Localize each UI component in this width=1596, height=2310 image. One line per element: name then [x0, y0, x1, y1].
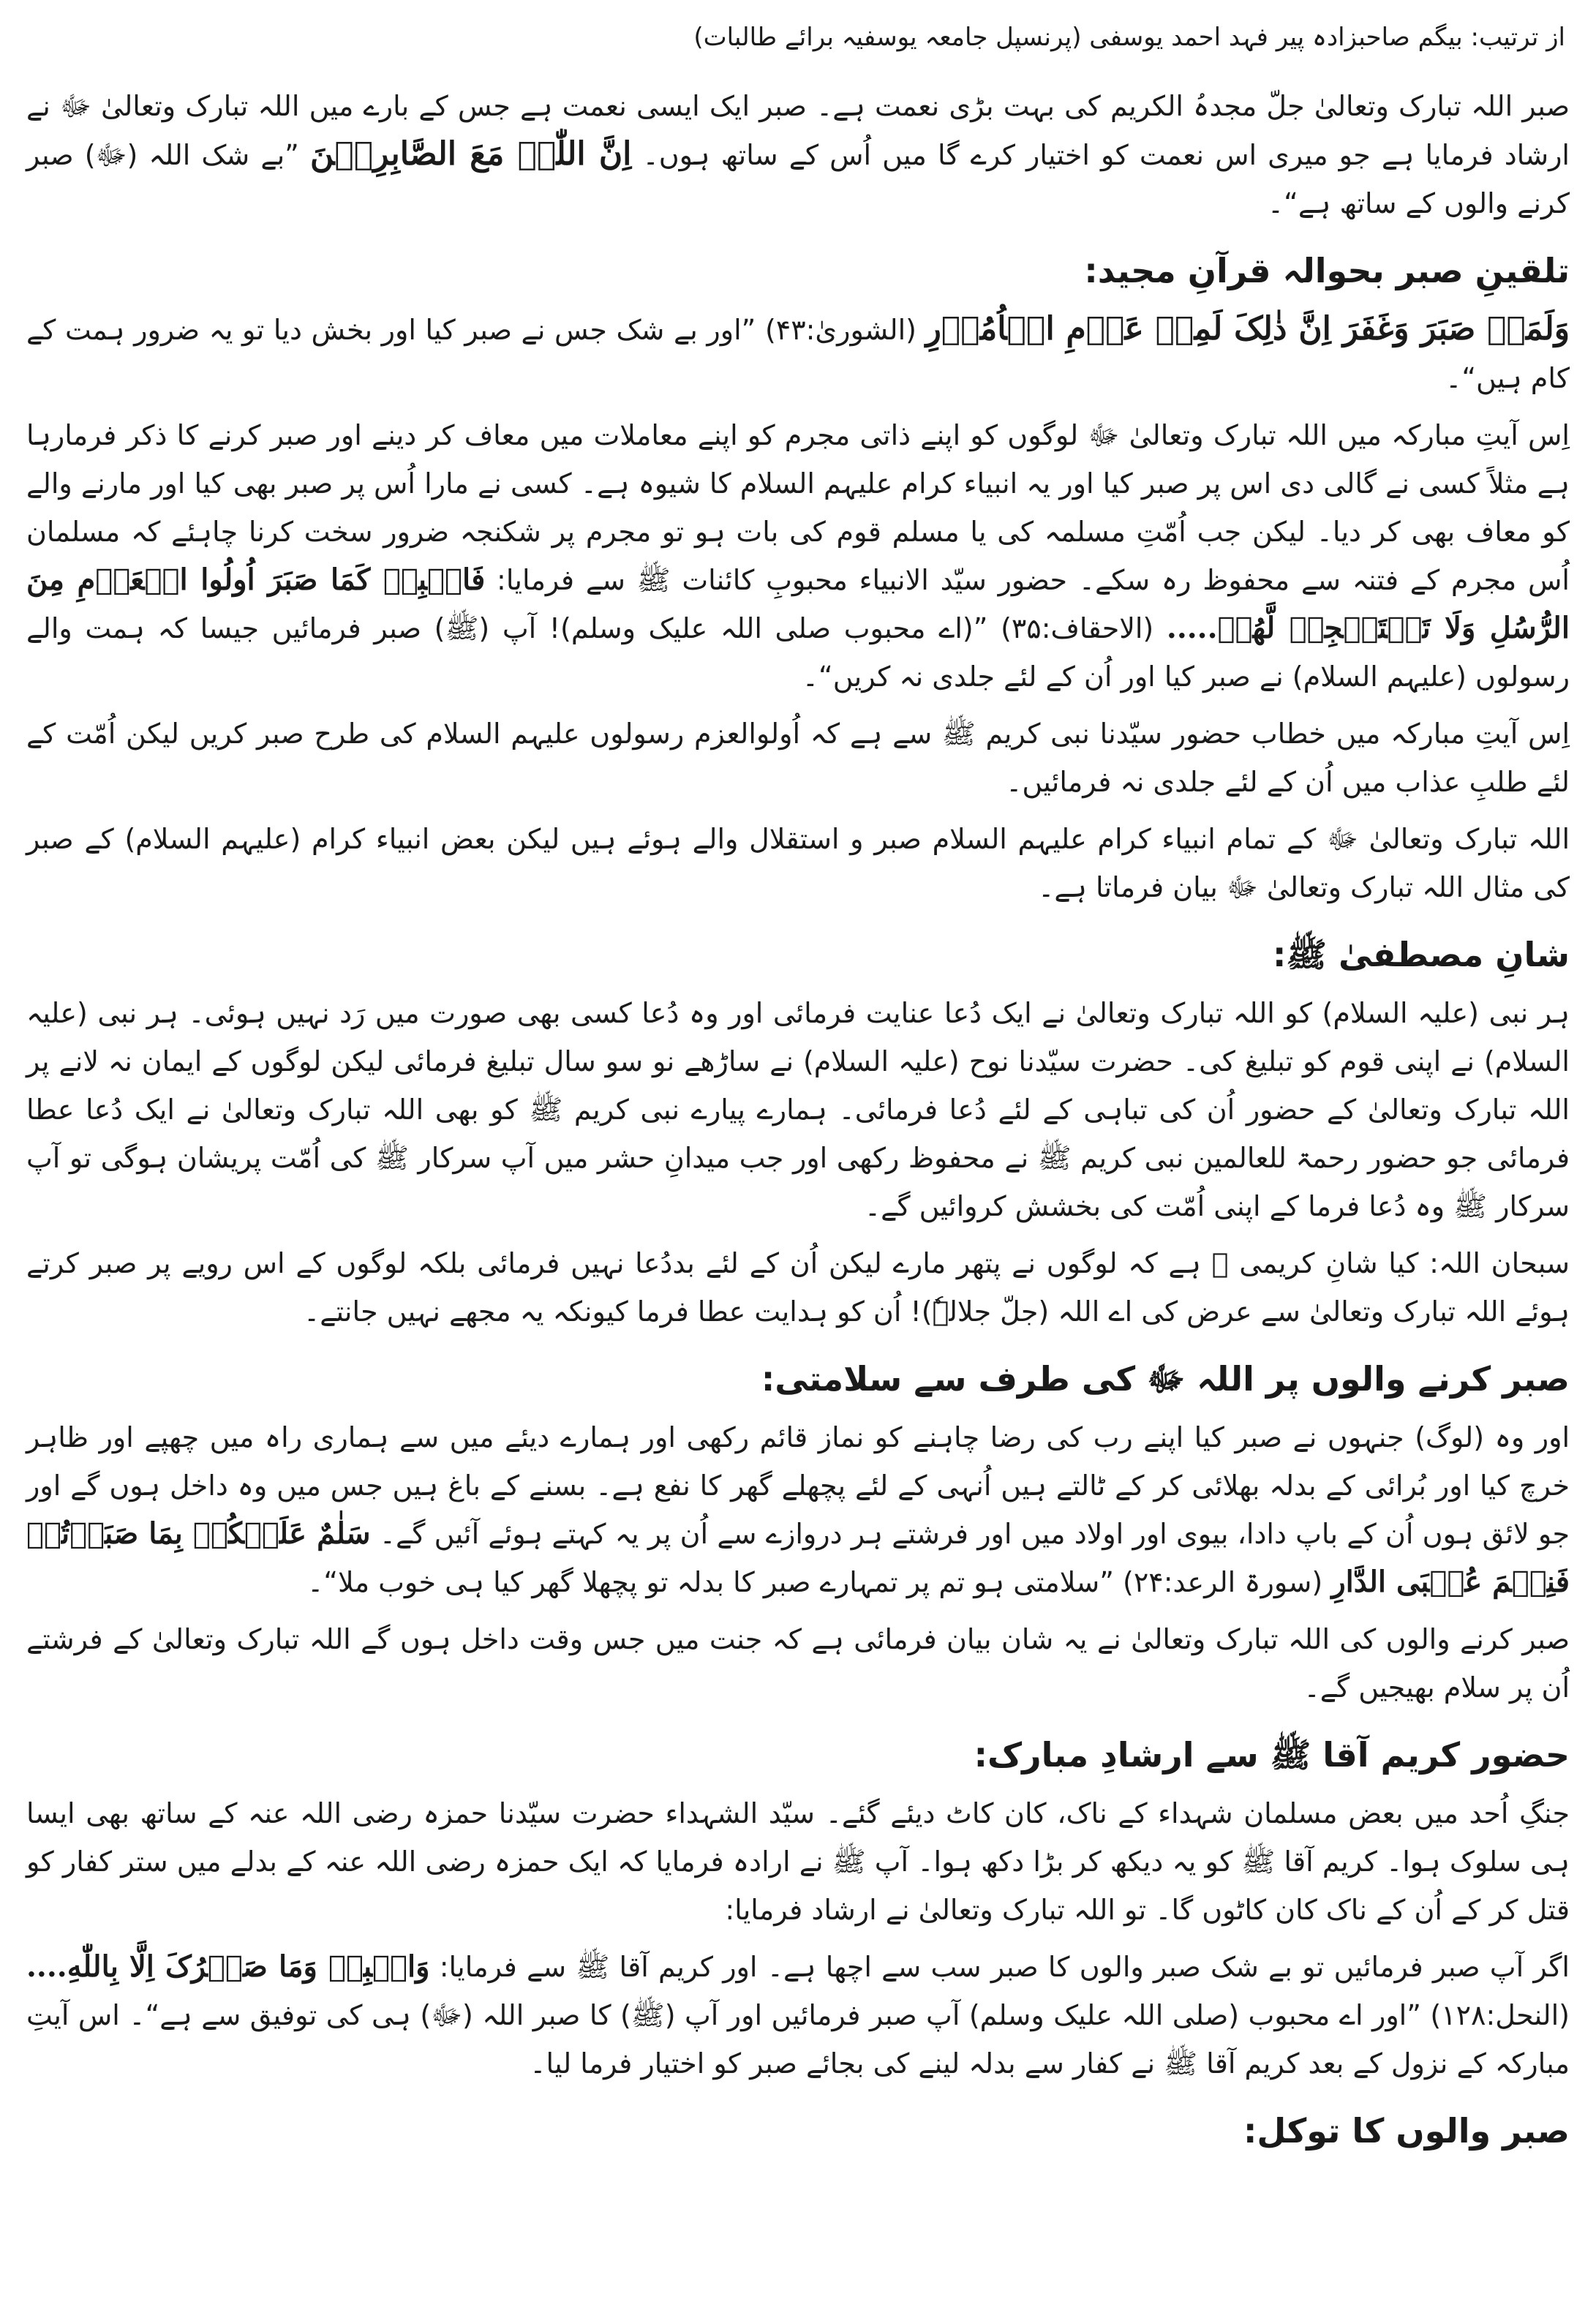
intro-translation: ”بے شک اللہ (ﷻ) صبر کرنے والوں کے ساتھ ہے“۔	[26, 139, 1570, 219]
verse-ref-nahl: (النحل:۱۲۸)	[1430, 1999, 1570, 2031]
paragraph-prophets-patience: اللہ تبارک وتعالیٰ ﷻ کے تمام انبیاء کرام علیہم السلام صبر و استقلال والے ہوئے ہیں لیکن بعض انبیاء کرام (علیہم السلام) کے صبر کی مثال اللہ تبارک وتعالیٰ ﷻ بیان فرماتا ہے۔	[26, 823, 1570, 903]
verse-raad: سَلٰمٌ عَلَیۡکُمۡ بِمَا صَبَرۡتُمۡ فَنِعۡمَ عُقۡبَی الدَّارِ	[26, 1516, 1570, 1599]
paragraph-ulul-azm: اِس آیتِ مبارکہ میں خطاب حضور سیّدنا نبی کریم ﷺ سے ہے کہ اُولوالعزم رسولوں علیہم السلام کی طرح صبر کریں لیکن اُمّت کے لئے طلبِ عذاب میں اُن کے لئے جلدی نہ فرمائیں۔	[26, 718, 1570, 798]
section-heading-quran: تلقینِ صبر بحوالہ قرآنِ مجید:	[1084, 251, 1570, 290]
section-heading-irshad: حضور کریم آقا ﷺ سے ارشادِ مبارک:	[974, 1735, 1570, 1775]
section-heading-salamti: صبر کرنے والوں پر اللہ ﷻ کی طرف سے سلامتی:	[761, 1359, 1570, 1399]
paragraph-prophets-dua: ہر نبی (علیہ السلام) کو اللہ تبارک وتعالیٰ نے ایک دُعا عنایت فرمائی اور وہ دُعا کسی بھی صورت میں رَد نہیں ہوئی۔ ہر نبی (علیہ السلام) نے اپنی قوم کو تبلیغ کی۔ حضرت سیّدنا نوح (علیہ السلام) نے ساڑھے نو سو سال تبلیغ فرمائی لیکن لوگوں کے ایمان نہ لانے پر اللہ تبارک وتعالیٰ کے حضور اُن کی تباہی کے لئے دُعا فرمائی۔ ہمارے پیارے نبی کریم ﷺ کو بھی اللہ تبارک وتعالیٰ نے ایک دُعا عطا فرمائی جو حضور رحمۃ للعالمین نبی کریم ﷺ نے محفوظ رکھی اور جب میدانِ حشر میں آپ سرکار ﷺ کی اُمّت پریشان ہوگی تو آپ سرکار ﷺ وہ دُعا فرما کے اپنی اُمّت کی بخشش کروائیں گے۔	[26, 997, 1570, 1222]
verse-ahqaf: فَاصۡبِرۡ کَمَا صَبَرَ اُولُوا الۡعَزۡمِ مِنَ الرُّسُلِ وَلَا تَسۡتَعۡجِلۡ لَّهُمۡ.....	[26, 563, 1570, 645]
paragraph-angels-salam: صبر کرنے والوں کی اللہ تبارک وتعالیٰ نے یہ شان بیان فرمائی ہے کہ جنت میں جس وقت داخل ہوں گے اللہ تبارک وتعالیٰ کے فرشتے اُن پر سلام بھیجیں گے۔	[26, 1623, 1570, 1704]
verse-translation-nahl: ”اور اے محبوب (صلی اللہ علیک وسلم) آپ صبر فرمائیں اور آپ (ﷺ) کا صبر اللہ (ﷻ) ہی کی توفیق سے ہے“۔	[129, 1999, 1421, 2031]
verse-translation-shura: ”اور بے شک جس نے صبر کیا اور بخش دیا تو یہ ضرور ہمت کے کام ہیں“۔	[26, 314, 1570, 394]
paragraph-those-who-persevere-text: اور وہ (لوگ) جنہوں نے صبر کیا اپنے رب کی رضا چاہنے کو نماز قائم رکھی اور ہمارے دیئے میں سے ہماری راہ میں چھپے اور ظاہر خرچ کیا اور بُرائی کے بدلہ بھلائی کر کے ٹالتے ہیں اُنہی کے لئے پچھلے گھر کا نفع ہے۔ بسنے کے باغ ہیں جس میں وہ داخل ہوں گے اور جو لائق ہوں اُن کے باپ دادا، بیوی اور اولاد میں اور فرشتے ہر دروازے سے اُن پر یہ کہتے ہوئے آئیں گے۔	[26, 1421, 1570, 1550]
paragraph-nahl-text: اگر آپ صبر فرمائیں تو بے شک صبر والوں کا صبر سب سے اچھا ہے۔ اور کریم آقا ﷺ سے فرمایا:	[439, 1951, 1570, 1983]
section-heading-shan-e-mustafa: شانِ مصطفیٰ ﷺ:	[1272, 935, 1570, 974]
verse-ref-ahqaf: (الاحقاف:۳۵)	[1001, 612, 1154, 644]
verse-paragraph-shura	[26, 305, 1570, 402]
paragraph-forgiveness-text: اِس آیتِ مبارکہ میں اللہ تبارک وتعالیٰ ﷻ لوگوں کو اپنے ذاتی مجرم کو اپنے معاملات میں معاف کر دینے اور صبر کرنے کا ذکر فرمارہا ہے مثلاً کسی نے گالی دی اس پر صبر کیا اور یہ انبیاء کرام علیہم السلام کا شیوہ ہے۔ کسی نے مارا اُس پر صبر بھی کیا اور مارنے والے کو معاف بھی کر دیا۔ لیکن جب اُمّتِ مسلمہ کی یا مسلم قوم کی بات ہو تو مجرم پر شکنجہ ضرور سخت کرنا چاہئے کہ مسلمان اُس مجرم کے فتنہ سے محفوظ رہ سکے۔ حضور سیّد الانبیاء محبوبِ کائنات ﷺ سے فرمایا:	[26, 419, 1570, 596]
intro-arabic-verse: اِنَّ اللّٰہَ مَعَ الصَّابِرِیۡنَ	[309, 135, 632, 173]
section-heading-tawakkul: صبر والوں کا توکل:	[1243, 2111, 1570, 2151]
paragraph-forgiveness	[26, 411, 1570, 701]
verse-translation-raad: ”سلامتی ہو تم پر تمہارے صبر کا بدلہ تو پچھلا گھر کیا ہی خوب ملا“۔	[307, 1566, 1114, 1598]
article-page	[26, 16, 1570, 2165]
intro-text: صبر اللہ تبارک وتعالیٰ جلّ مجدہُ الکریم کی بہت بڑی نعمت ہے۔ صبر ایک ایسی نعمت ہے جس کے بارے میں اللہ تبارک وتعالیٰ ﷻ نے ارشاد فرمایا ہے جو میری اس نعمت کو اختیار کرے گا میں اُس کے ساتھ ہوں۔	[26, 90, 1570, 171]
paragraph-those-who-persevere	[26, 1413, 1570, 1606]
verse-shura: وَلَمَنۡ صَبَرَ وَغَفَرَ اِنَّ ذٰلِکَ لَمِنۡ عَزۡمِ الۡاُمُوۡرِ	[925, 310, 1570, 347]
paragraph-subhanallah: سبحان اللہ: کیا شانِ کریمی ﷺ ہے کہ لوگوں نے پتھر مارے لیکن اُن کے لئے بددُعا نہیں فرمائی بلکہ لوگوں کے اس رویے پر صبر کرتے ہوئے اللہ تبارک وتعالیٰ سے عرض کی اے اللہ (جلّ جلالہٗ)! اُن کو ہدایت عطا فرما کیونکہ یہ مجھے نہیں جانتے۔	[26, 1247, 1570, 1328]
verse-translation-ahqaf: ”(اے محبوب صلی اللہ علیک وسلم)! آپ (ﷺ) صبر فرمائیں جیسا کہ ہمت والے رسولوں (علیہم السلام) نے صبر کیا اور اُن کے لئے جلدی نہ کریں“۔	[26, 612, 1570, 693]
byline: از ترتیب: بیگم صاحبزادہ پیر فہد احمد یوسفی (پرنسپل جامعہ یوسفیہ برائے طالبات)	[693, 23, 1565, 52]
verse-nahl: وَاصۡبِرۡ وَمَا صَبۡرُکَ اِلَّا بِاللّٰهِ....	[26, 1949, 430, 1984]
verse-ref-raad: (سورۃ الرعد:۲۴)	[1123, 1566, 1323, 1598]
paragraph-uhud: جنگِ اُحد میں بعض مسلمان شہداء کے ناک، کان کاٹ دیئے گئے۔ سیّد الشہداء حضرت سیّدنا حمزہ رضی اللہ عنہ کے ساتھ بھی ایسا ہی سلوک ہوا۔ کریم آقا ﷺ کو یہ دیکھ کر بڑا دکھ ہوا۔ آپ ﷺ نے ارادہ فرمایا کہ ایک حمزہ رضی اللہ عنہ کے بدلے میں ستر کفار کو قتل کر کے اُن کے ناک کان کاٹوں گا۔ تو اللہ تبارک وتعالیٰ نے ارشاد فرمایا:	[26, 1797, 1570, 1926]
paragraph-nahl-conclusion: اس آیتِ مبارکہ کے نزول کے بعد کریم آقا ﷺ نے کفار سے بدلہ لینے کی بجائے صبر کو اختیار فرما لیا۔	[26, 1999, 1570, 2080]
paragraph-nahl	[26, 1943, 1570, 2088]
intro-paragraph	[26, 82, 1570, 227]
verse-ref-shura: (الشوریٰ:۴۳)	[764, 314, 916, 346]
